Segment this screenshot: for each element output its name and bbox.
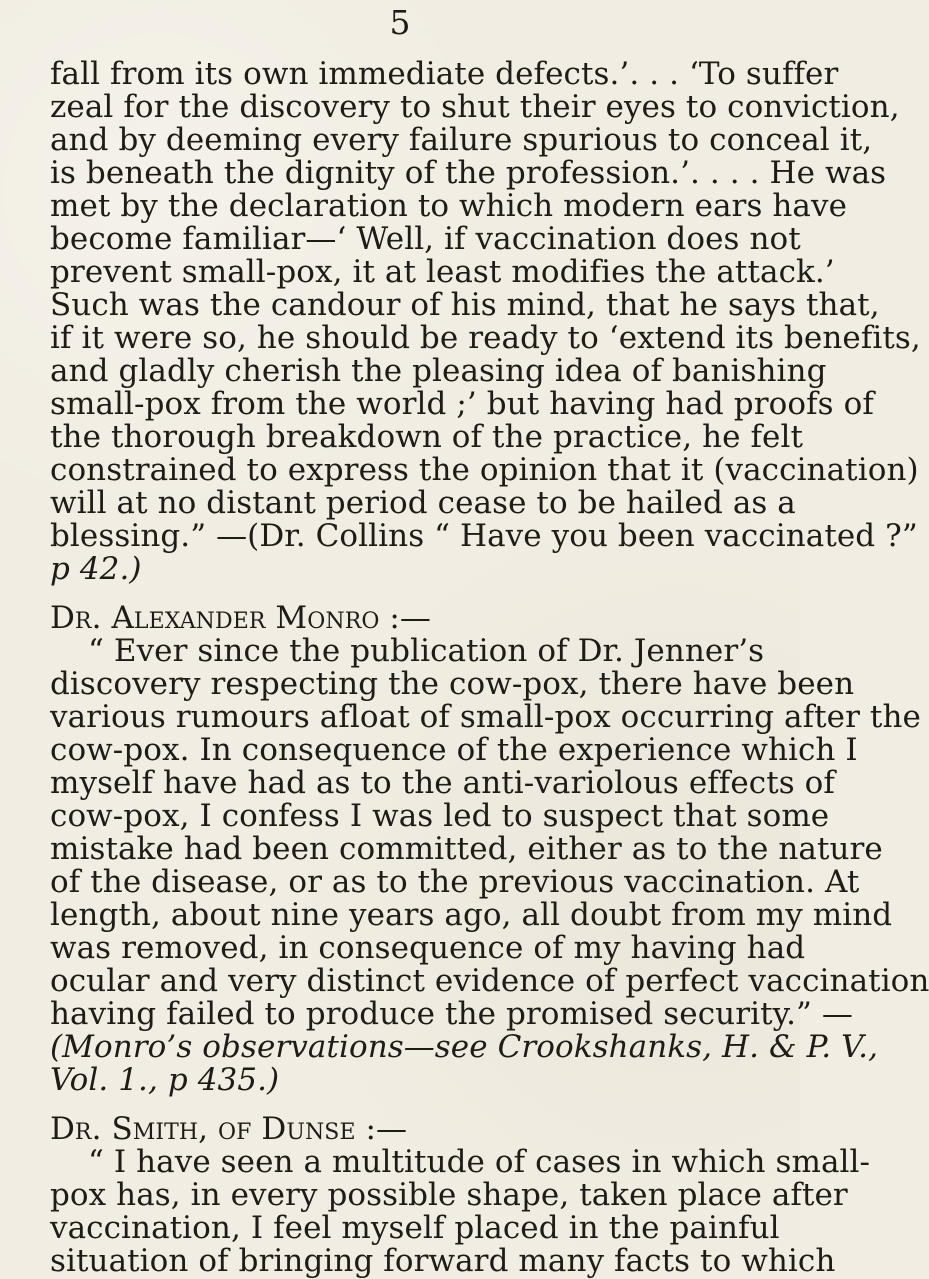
text-line: vaccination, I feel myself placed in the painful xyxy=(50,1210,780,1246)
text-line: the thorough breakdown of the practice, he felt xyxy=(50,419,803,455)
text-line: “ Ever since the publication of Dr. Jenner’s xyxy=(88,633,765,669)
collins-paragraph xyxy=(50,56,921,587)
smith-paragraph xyxy=(50,1144,871,1279)
text-line: fall from its own immediate defects.’. . . ‘To suffer xyxy=(50,56,839,92)
text-line: was removed, in consequence of my having had xyxy=(50,930,806,966)
text-line: situation of bringing forward many facts to which xyxy=(50,1243,836,1279)
text-line: and gladly cherish the pleasing idea of banishing xyxy=(50,353,827,389)
text-line: “ I have seen a multitude of cases in which small- xyxy=(88,1144,871,1180)
text-line: having failed to produce the promised security.” — xyxy=(50,996,853,1032)
monro-heading: Dr. Alexander Monro :— xyxy=(50,600,432,636)
text-line: met by the declaration to which modern ears have xyxy=(50,188,848,224)
text-line: small-pox from the world ;’ but having had proofs of xyxy=(50,386,874,422)
text-line: cow-pox. In consequence of the experience which I xyxy=(50,732,858,768)
text-line: ocular and very distinct evidence of perfect vaccination xyxy=(50,963,929,999)
text-line: zeal for the discovery to shut their eyes to conviction, xyxy=(50,89,900,125)
smith-heading: Dr. Smith, of Dunse :— xyxy=(50,1111,408,1147)
page-number: 5 xyxy=(389,3,411,42)
text-line: will at no distant period cease to be hailed as a xyxy=(50,485,796,521)
text-line: various rumours afloat of small-pox occurring after the xyxy=(50,699,921,735)
text-line: myself have had as to the anti-variolous effects of xyxy=(50,765,835,801)
text-line: length, about nine years ago, all doubt from my mind xyxy=(50,897,893,933)
text-line: pox has, in every possible shape, taken place after xyxy=(50,1177,848,1213)
text-line: prevent small-pox, it at least modifies the attack.’ xyxy=(50,254,835,290)
text-line: cow-pox, I confess I was led to suspect that some xyxy=(50,798,830,834)
citation-line: p 42.) xyxy=(50,551,142,587)
monro-paragraph xyxy=(50,633,929,1098)
citation-line: (Monro’s observations—see Crookshanks, H. & P. V., xyxy=(50,1029,879,1065)
citation-line: Vol. 1., p 435.) xyxy=(50,1062,280,1098)
text-line: constrained to express the opinion that it (vaccination) xyxy=(50,452,919,488)
page-text xyxy=(50,56,929,1279)
text-line: discovery respecting the cow-pox, there have been xyxy=(50,666,855,702)
text-line: of the disease, or as to the previous vaccination. At xyxy=(50,864,860,900)
text-line: become familiar—‘ Well, if vaccination does not xyxy=(50,221,801,257)
text-line: mistake had been committed, either as to the nature xyxy=(50,831,883,867)
text-line: blessing.” —(Dr. Collins “ Have you been vaccinated ?” xyxy=(50,518,918,554)
text-line: is beneath the dignity of the profession.’. . . . He was xyxy=(50,155,887,191)
text-line: and by deeming every failure spurious to conceal it, xyxy=(50,122,873,158)
text-line: Such was the candour of his mind, that he says that, xyxy=(50,287,880,323)
text-line: if it were so, he should be ready to ‘extend its benefits, xyxy=(50,320,921,356)
